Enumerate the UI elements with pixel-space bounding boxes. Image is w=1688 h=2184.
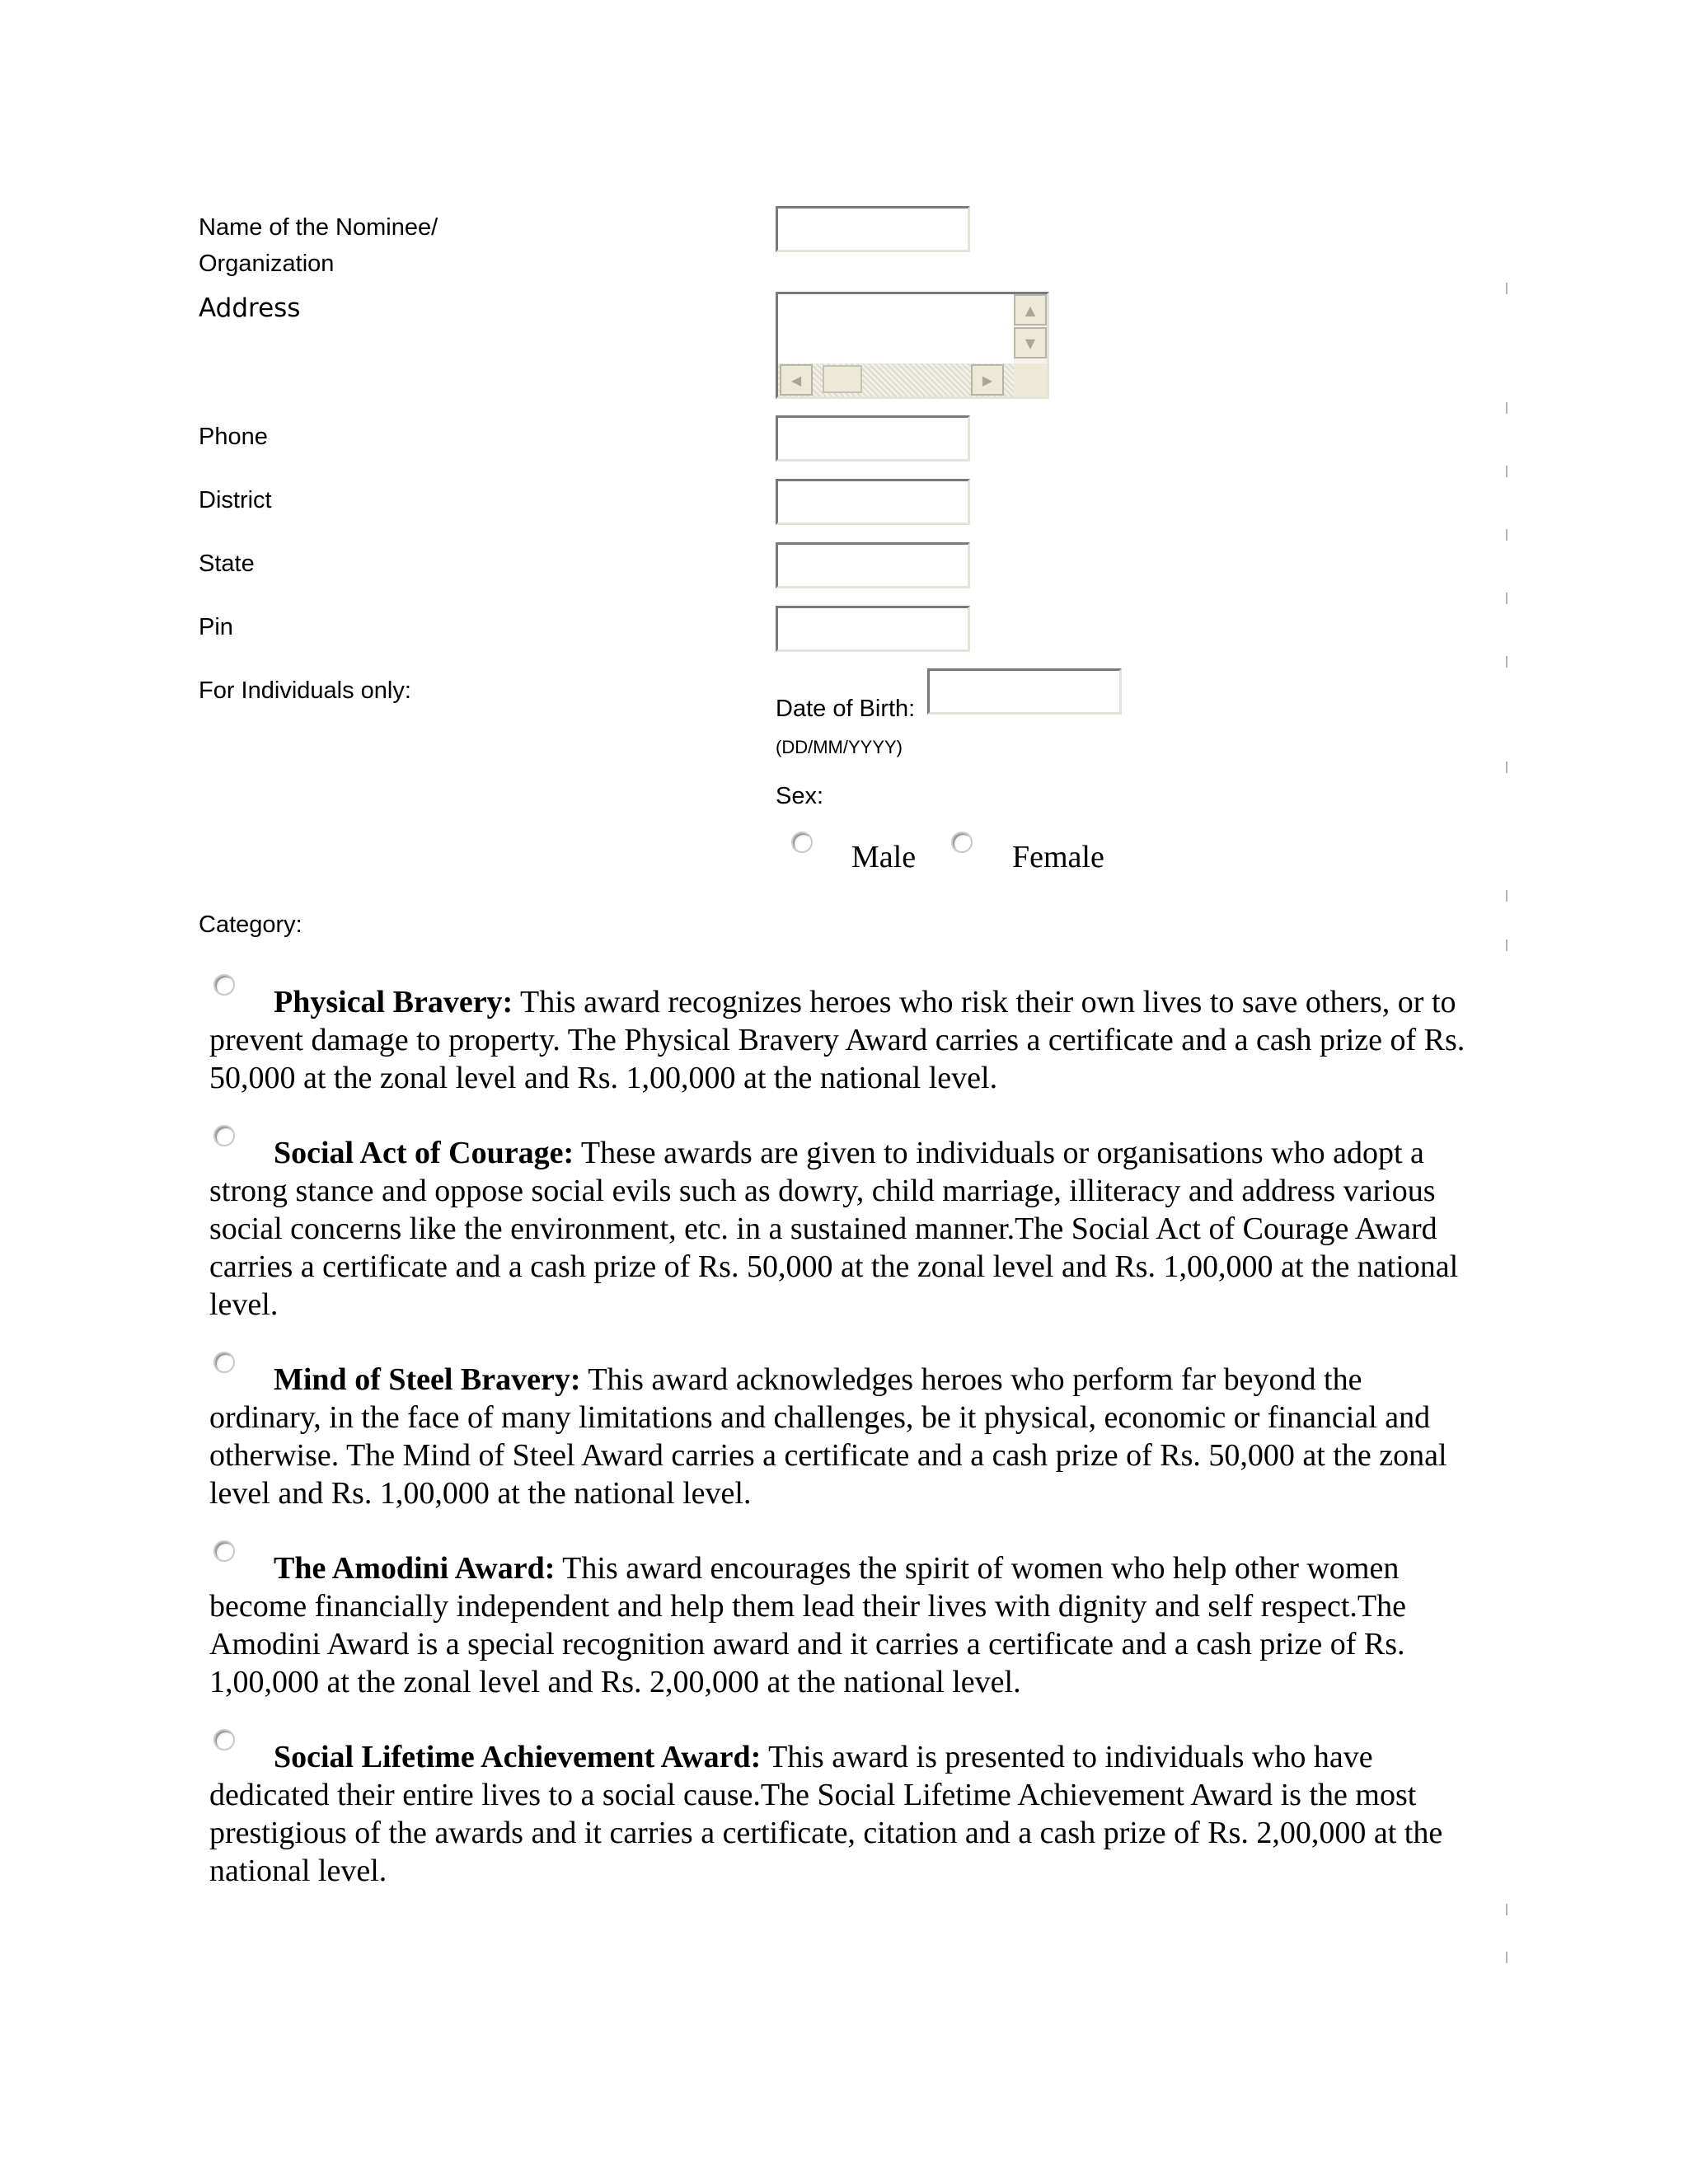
district-label: District: [199, 487, 272, 513]
scrollbar-corner: [1014, 363, 1047, 396]
sex-female-label: Female: [1012, 840, 1104, 874]
nominee-name-input[interactable]: [776, 206, 970, 252]
category-physical-bravery: [209, 983, 1470, 1097]
margin-tick: [1506, 529, 1507, 541]
arrow-left-icon[interactable]: ◀: [780, 364, 813, 396]
sex-male-label: Male: [851, 840, 917, 874]
dob-format-hint: (DD/MM/YYYY): [776, 737, 903, 757]
dob-input[interactable]: [927, 668, 1122, 715]
category-description: This award is presented to individuals who have dedicated their entire lives to a social cause.The Social Lifetime Achievement Award is the most prestigious of the awards and it carries a certificate, citation and a cash prize of Rs. 2,00,000 at the national level.: [209, 1740, 1443, 1888]
category-social-lifetime-achievement: [209, 1738, 1470, 1890]
state-label: State: [199, 551, 255, 577]
address-label: Address: [199, 293, 301, 323]
margin-tick: [1506, 593, 1507, 604]
category-label: Category:: [199, 912, 302, 938]
category-title: The Amodini Award:: [274, 1551, 556, 1586]
margin-tick: [1506, 1904, 1507, 1915]
sex-label: Sex:: [776, 783, 824, 809]
nominee-name-label-line1: Name of the Nominee/: [199, 214, 438, 241]
margin-tick: [1506, 762, 1507, 773]
district-input[interactable]: [776, 479, 970, 525]
address-textarea[interactable]: [776, 292, 1049, 399]
category-description: This award acknowledges heroes who perform far beyond the ordinary, in the face of many limitations and challenges, be it physical, economic or financial and otherwise. The Mind of Steel Award carries a certificate and a cash prize of Rs. 50,000 at the zonal level and Rs. 1,00,000 at the national level.: [209, 1362, 1447, 1511]
category-description: These awards are given to individuals or organisations who adopt a strong stance and oppose social evils such as dowry, child marriage, illiteracy and address various social concerns like the environment, etc. in a sustained manner.The Social Act of Courage Award carries a certificate and a cash prize of Rs. 50,000 at the zonal level and Rs. 1,00,000 at the national level.: [209, 1136, 1459, 1322]
phone-label: Phone: [199, 424, 268, 450]
sex-female-radio[interactable]: [951, 832, 973, 853]
margin-tick: [1506, 283, 1507, 294]
category-title: Social Lifetime Achievement Award:: [274, 1740, 762, 1774]
margin-tick: [1506, 466, 1507, 477]
phone-input[interactable]: [776, 415, 970, 462]
margin-tick: [1506, 890, 1507, 902]
dob-label: Date of Birth:: [776, 696, 916, 722]
category-mind-of-steel: [209, 1361, 1470, 1512]
pin-input[interactable]: [776, 606, 970, 652]
category-social-act-of-courage: [209, 1134, 1470, 1324]
category-title: Physical Bravery:: [274, 985, 513, 1019]
category-amodini-award: [209, 1549, 1470, 1701]
pin-label: Pin: [199, 614, 233, 640]
arrow-right-icon[interactable]: ▶: [971, 364, 1004, 396]
arrow-down-icon[interactable]: ▼: [1014, 327, 1047, 359]
address-scroll-thumb[interactable]: [823, 365, 862, 393]
arrow-up-icon[interactable]: ▲: [1014, 294, 1047, 326]
nominee-name-label: [199, 209, 438, 282]
sex-male-radio[interactable]: [791, 832, 813, 853]
address-vertical-scrollbar[interactable]: [1014, 294, 1047, 365]
margin-tick: [1506, 940, 1507, 951]
category-title: Social Act of Courage:: [274, 1136, 574, 1170]
category-description: This award recognizes heroes who risk their own lives to save others, or to prevent damage to property. The Physical Bravery Award carries a certificate and a cash prize of Rs. 50,000 at the zonal level and Rs. 1,00,000 at the national level.: [209, 985, 1465, 1095]
margin-tick: [1506, 656, 1507, 668]
category-description: This award encourages the spirit of women who help other women become financially independent and help them lead their lives with dignity and self respect.The Amodini Award is a special recognition award and it carries a certificate and a cash prize of Rs. 1,00,000 at the zonal level and Rs. 2,00,000 at the national level.: [209, 1551, 1406, 1699]
individuals-only-label: For Individuals only:: [199, 677, 411, 704]
margin-tick: [1506, 1952, 1507, 1963]
address-horizontal-scrollbar[interactable]: [778, 363, 1019, 396]
state-input[interactable]: [776, 542, 970, 588]
margin-tick: [1506, 402, 1507, 414]
nominee-name-label-line2: Organization: [199, 251, 335, 277]
category-title: Mind of Steel Bravery:: [274, 1362, 581, 1397]
